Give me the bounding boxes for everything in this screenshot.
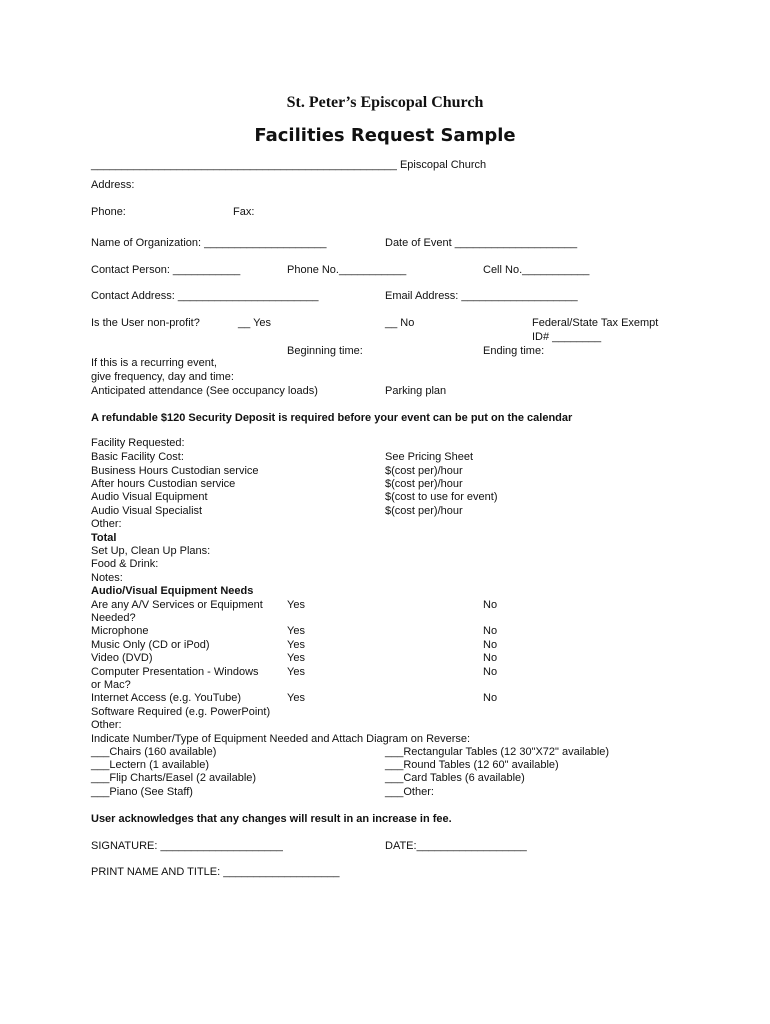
tax-exempt-label: Federal/State Tax Exempt	[532, 317, 659, 329]
contact-address-field: Contact Address: _______________________	[91, 290, 319, 302]
microphone-no: No	[483, 625, 498, 637]
microphone-label: Microphone	[91, 625, 149, 637]
computer-label-line2: or Mac?	[91, 679, 131, 691]
internet-no: No	[483, 692, 498, 704]
anticipated-attendance: Anticipated attendance (See occupancy loads)	[91, 385, 318, 397]
setup-cleanup-label: Set Up, Clean Up Plans:	[91, 545, 211, 557]
nonprofit-question: Is the User non-profit?	[91, 317, 200, 329]
facility-item-label: Audio Visual Equipment	[91, 491, 208, 503]
recurring-event-line1: If this is a recurring event,	[91, 357, 217, 369]
facility-item-price: $(cost to use for event)	[385, 491, 498, 503]
facility-requested-label: Facility Requested:	[91, 437, 185, 449]
equipment-item: ___Round Tables (12 60" available)	[385, 759, 559, 771]
facility-item-label: Business Hours Custodian service	[91, 465, 259, 477]
contact-person-field: Contact Person: ___________	[91, 264, 241, 276]
equipment-item: ___Other:	[385, 786, 434, 798]
date-of-event-field: Date of Event ____________________	[385, 237, 578, 249]
phone-no-field: Phone No.___________	[287, 264, 407, 276]
phone-label: Phone:	[91, 206, 126, 218]
av-question-line1: Are any A/V Services or Equipment	[91, 599, 263, 611]
internet-label: Internet Access (e.g. YouTube)	[91, 692, 242, 704]
facility-item-label: After hours Custodian service	[91, 478, 236, 490]
av-heading: Audio/Visual Equipment Needs	[91, 585, 254, 597]
print-name-title-field: PRINT NAME AND TITLE: ___________________	[91, 866, 340, 878]
food-drink-label: Food & Drink:	[91, 558, 159, 570]
address-label: Address:	[91, 179, 135, 191]
equipment-item: ___Rectangular Tables (12 30"X72" available)	[385, 746, 610, 758]
music-yes: Yes	[287, 639, 305, 651]
tax-exempt-id: ID# ________	[532, 331, 602, 343]
video-yes: Yes	[287, 652, 305, 664]
equipment-instruction: Indicate Number/Type of Equipment Needed and Attach Diagram on Reverse:	[91, 733, 471, 745]
acknowledgement: User acknowledges that any changes will result in an increase in fee.	[91, 813, 452, 825]
total-label: Total	[91, 532, 117, 544]
equipment-item: ___Chairs (160 available)	[91, 746, 217, 758]
organization-name-field: Name of Organization: ____________________	[91, 237, 327, 249]
cell-no-field: Cell No.___________	[483, 264, 590, 276]
facility-item-price: $(cost per)/hour	[385, 478, 463, 490]
software-label: Software Required (e.g. PowerPoint)	[91, 706, 271, 718]
computer-yes: Yes	[287, 666, 305, 678]
video-no: No	[483, 652, 498, 664]
date-field: DATE:__________________	[385, 840, 527, 852]
av-other-label: Other:	[91, 719, 122, 731]
equipment-item: ___Flip Charts/Easel (2 available)	[91, 772, 257, 784]
email-address-field: Email Address: ___________________	[385, 290, 578, 302]
church-name-line: __________________________________________________ Episcopal Church	[91, 159, 487, 171]
nonprofit-no: __ No	[385, 317, 415, 329]
signature-field: SIGNATURE: ____________________	[91, 840, 283, 852]
equipment-item: ___Piano (See Staff)	[91, 786, 193, 798]
page-title: Facilities Request Sample	[254, 125, 516, 146]
recurring-event-line2: give frequency, day and time:	[91, 371, 234, 383]
equipment-item: ___Card Tables (6 available)	[385, 772, 525, 784]
deposit-notice: A refundable $120 Security Deposit is required before your event can be put on the calendar	[91, 412, 573, 424]
beginning-time-label: Beginning time:	[287, 345, 363, 357]
music-label: Music Only (CD or iPod)	[91, 639, 210, 651]
facility-item-price: $(cost per)/hour	[385, 465, 463, 477]
facility-other-label: Other:	[91, 518, 122, 530]
facility-item-price: See Pricing Sheet	[385, 451, 474, 463]
internet-yes: Yes	[287, 692, 305, 704]
parking-plan: Parking plan	[385, 385, 447, 397]
video-label: Video (DVD)	[91, 652, 153, 664]
ending-time-label: Ending time:	[483, 345, 545, 357]
facility-item-label: Audio Visual Specialist	[91, 505, 203, 517]
computer-label-line1: Computer Presentation - Windows	[91, 666, 259, 678]
nonprofit-yes: __ Yes	[238, 317, 272, 329]
music-no: No	[483, 639, 498, 651]
microphone-yes: Yes	[287, 625, 305, 637]
av-yes: Yes	[287, 599, 305, 611]
av-question-line2: Needed?	[91, 612, 136, 624]
computer-no: No	[483, 666, 498, 678]
fax-label: Fax:	[233, 206, 255, 218]
facility-item-price: $(cost per)/hour	[385, 505, 463, 517]
church-name: St. Peter’s Episcopal Church	[286, 94, 484, 111]
facility-item-label: Basic Facility Cost:	[91, 451, 184, 463]
av-no: No	[483, 599, 498, 611]
equipment-item: ___Lectern (1 available)	[91, 759, 210, 771]
notes-label: Notes:	[91, 572, 123, 584]
